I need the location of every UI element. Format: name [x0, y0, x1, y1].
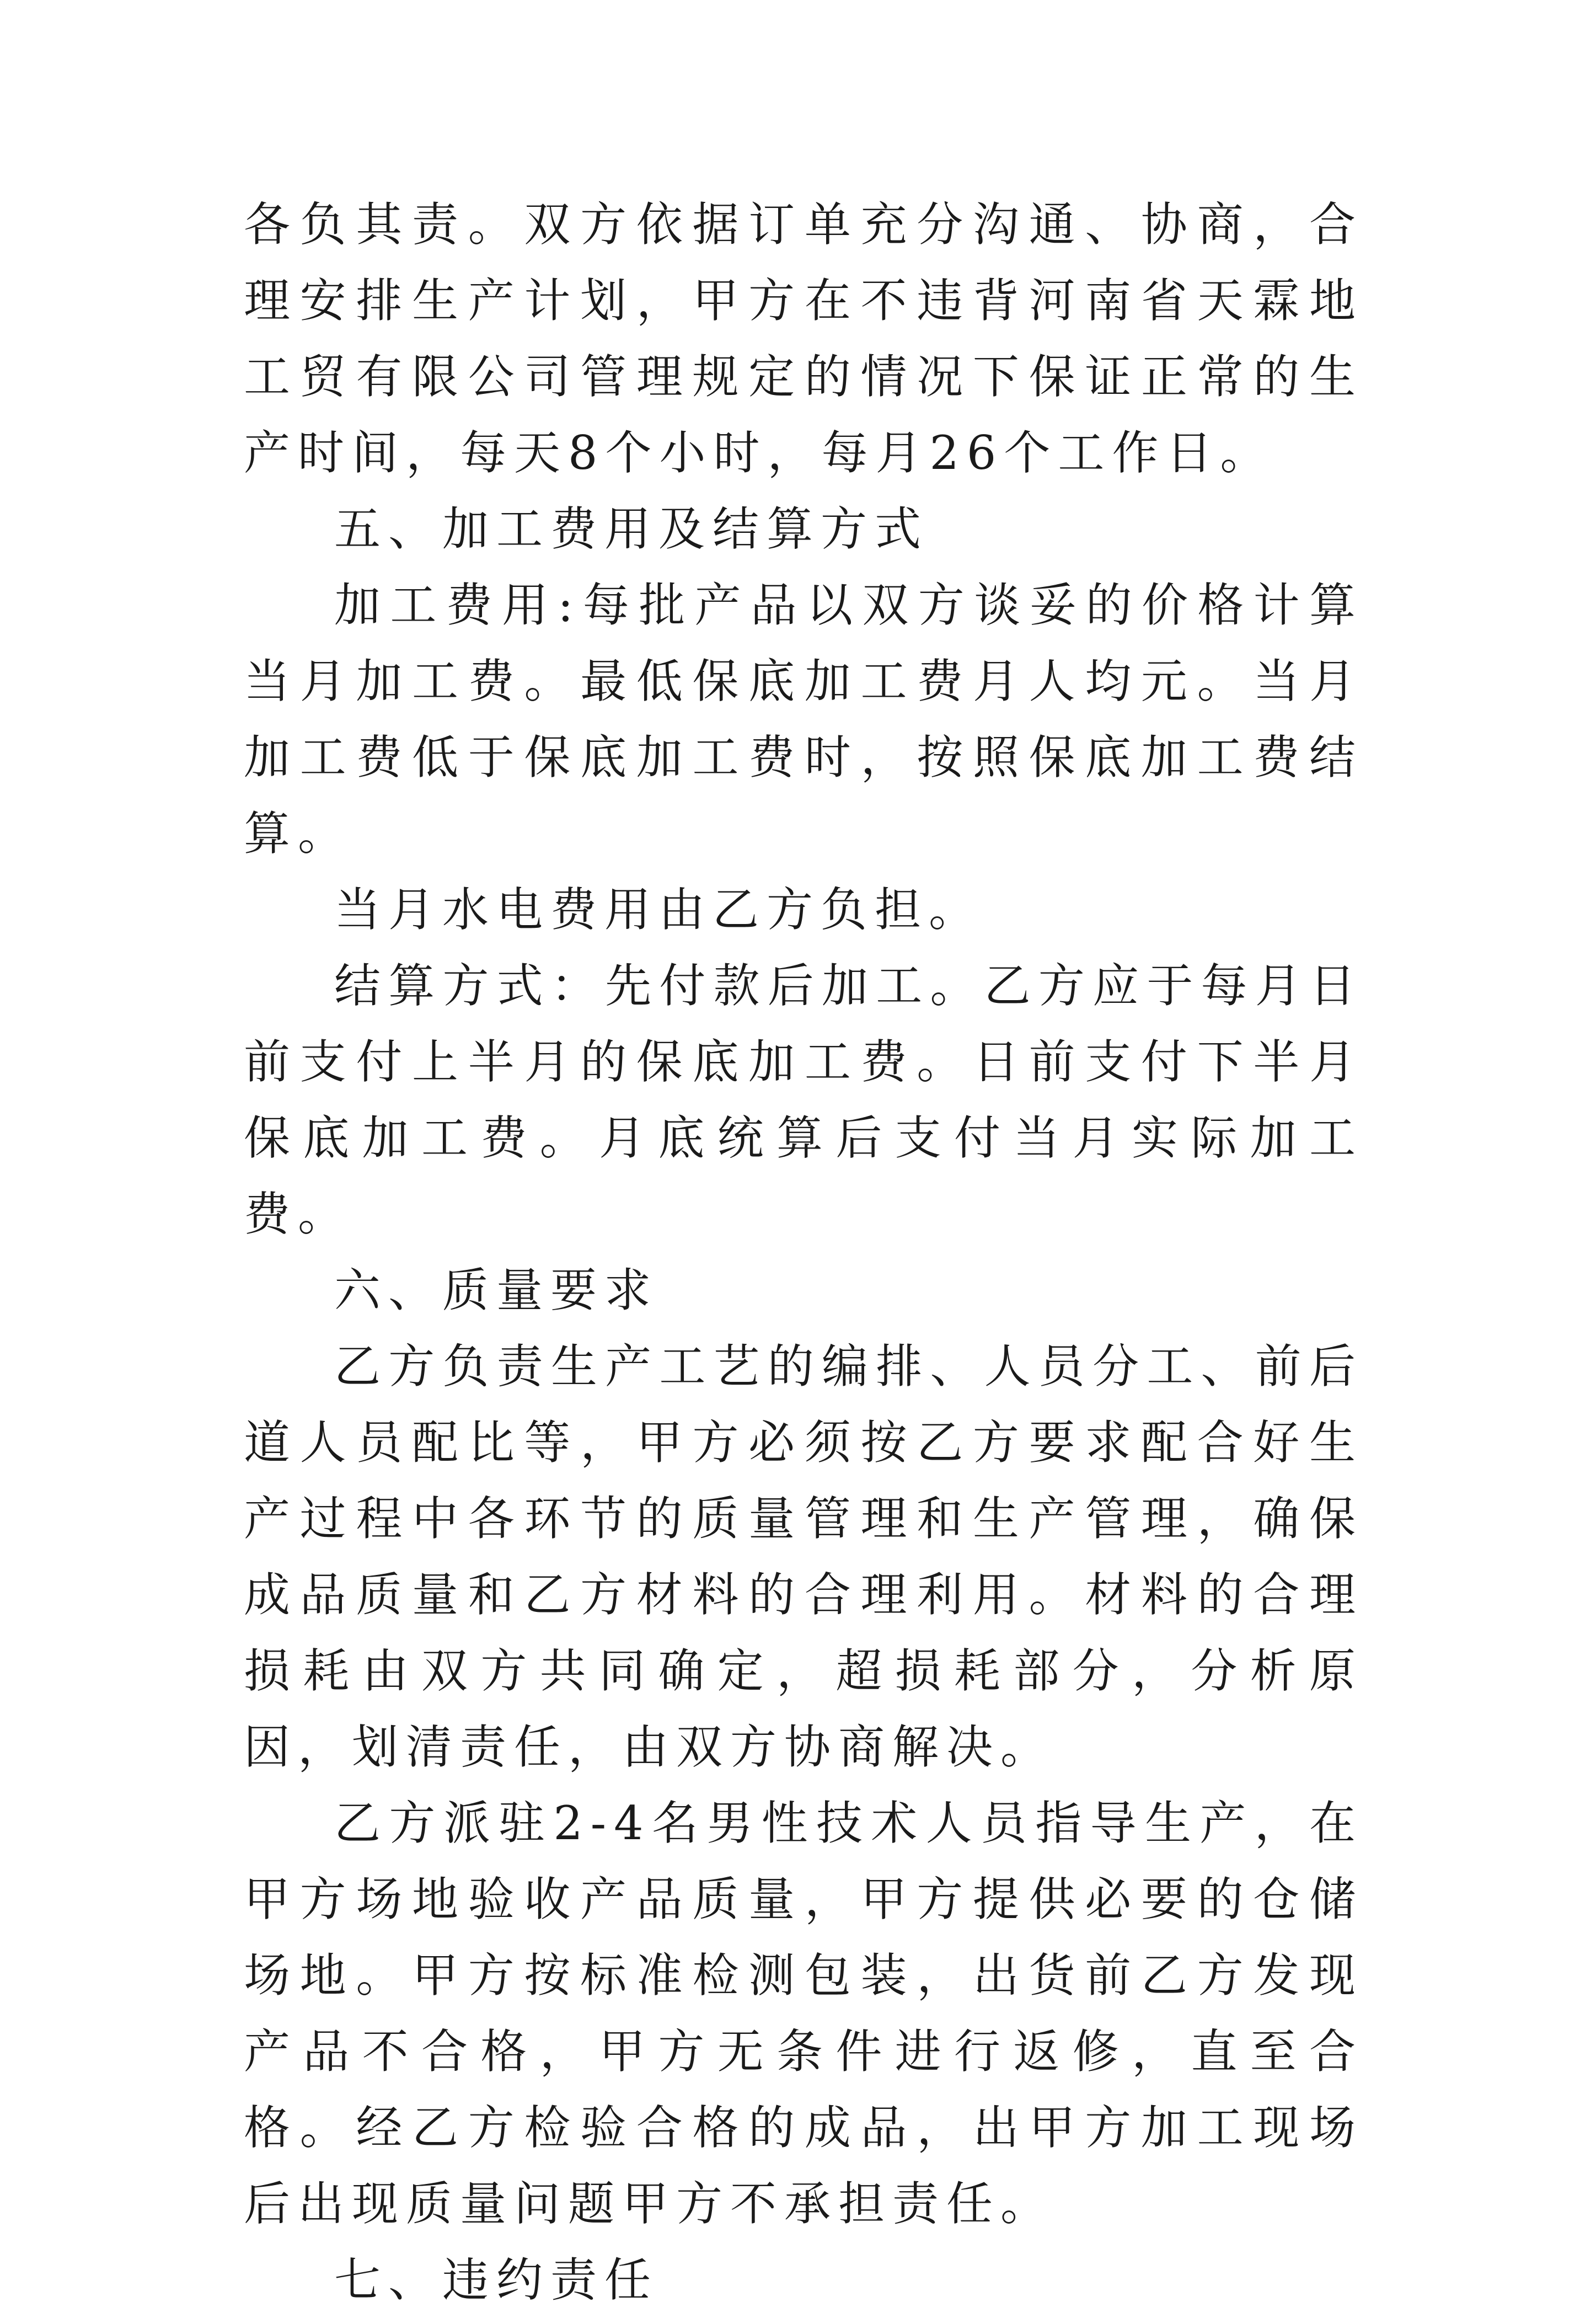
document-body — [244, 186, 1363, 2318]
section-heading-quality-requirements: 六、质量要求 — [334, 1263, 659, 1317]
section-heading-breach-liability: 七、违约责任 — [334, 2253, 659, 2307]
paragraph-utilities: 当月水电费用由乙方负担。 — [334, 883, 983, 937]
paragraph-technical-staff-inspection: 乙方派驻2-4名男性技术人员指导生产，在甲方场地验收产品质量，甲方提供必要的仓储场地。甲方按标准检测包装，出货前乙方发现产品不合格，甲方无条件进行返修，直至合格。经乙方检验合格的成品，出甲方加工现场后出现质量问题甲方不承担责任。 — [244, 1796, 1363, 2231]
paragraph-continued-responsibilities: 各负其责。双方依据订单充分沟通、协商，合理安排生产计划，甲方在不违背河南省天霖地工贸有限公司管理规定的情况下保证正常的生产时间，每天8个小时，每月26个工作日。 — [244, 197, 1363, 480]
paragraph-processing-fees: 加工费用:每批产品以双方谈妥的价格计算当月加工费。最低保底加工费月人均元。当月加工费低于保底加工费时，按照保底加工费结算。 — [244, 578, 1363, 861]
paragraph-quality-management: 乙方负责生产工艺的编排、人员分工、前后道人员配比等，甲方必须按乙方要求配合好生产过程中各环节的质量管理和生产管理，确保成品质量和乙方材料的合理利用。材料的合理损耗由双方共同确定，超损耗部分，分析原因，划清责任，由双方协商解决。 — [244, 1339, 1363, 1774]
paragraph-settlement-method: 结算方式：先付款后加工。乙方应于每月日前支付上半月的保底加工费。日前支付下半月保底加工费。月底统算后支付当月实际加工费。 — [244, 959, 1363, 1241]
section-heading-fees-settlement: 五、加工费用及结算方式 — [334, 502, 929, 556]
